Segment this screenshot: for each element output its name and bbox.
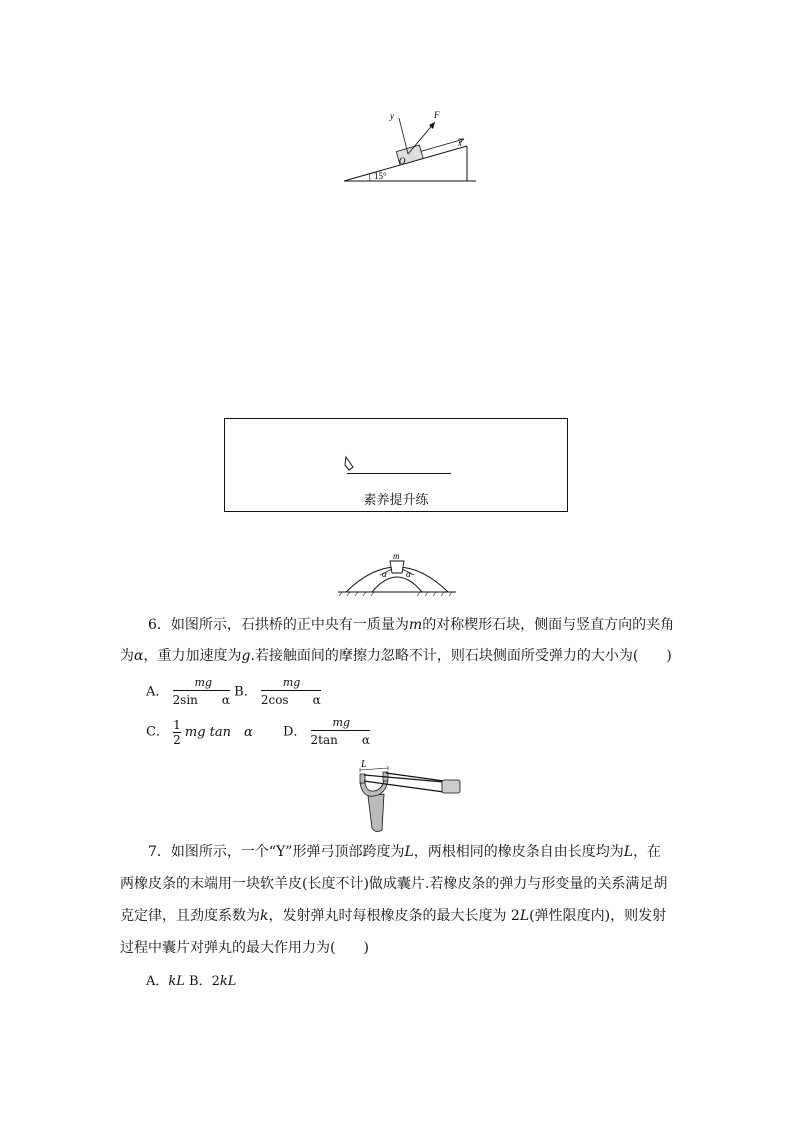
q7-line3	[120, 900, 680, 932]
q6-option-B-label: B．	[234, 684, 257, 700]
incline-figure	[340, 106, 490, 188]
q6-option-C-label: C．	[146, 724, 169, 740]
q7-line2	[120, 868, 680, 900]
q6-option-D-den: 2tan α	[311, 730, 370, 748]
q6-options-row2	[146, 716, 370, 748]
section-banner	[224, 418, 568, 512]
q6-option-B-den: 2cos α	[261, 690, 321, 708]
q6-line2c: .若接触面间的摩擦力忽略不计，则石块侧面所受弹力的大小为( )	[250, 648, 672, 664]
pouch	[442, 780, 460, 793]
q6-line1: 6．如图所示，石拱桥的正中央有一质量为	[148, 617, 409, 633]
q7-option-B-label: B．2	[184, 974, 220, 989]
banner-title: 素养提升练	[363, 493, 429, 508]
label-m: m	[393, 551, 400, 561]
q7-options	[146, 966, 706, 998]
q6-line2a: 为	[120, 648, 134, 664]
q6-option-D-num: mg	[332, 716, 350, 729]
q7-line3c: (弹性限度内)，则发射	[529, 908, 667, 924]
q7-line1	[120, 836, 680, 868]
q6-options-row1	[146, 676, 321, 708]
q6-option-A	[173, 676, 230, 708]
q6-var-alpha: α	[134, 648, 144, 664]
q7-var-k: k	[260, 908, 269, 924]
q6-line2b: ，重力加速度为	[143, 648, 242, 664]
y-axis	[399, 118, 408, 154]
q6-option-B	[261, 676, 321, 708]
q6-option-B-num: mg	[282, 676, 301, 689]
q6-option-D-label: D．	[282, 724, 307, 740]
q6-option-C-num: 1	[173, 717, 181, 732]
label-angle: 15°	[374, 171, 387, 181]
q7-line4	[120, 932, 680, 964]
q6-var-g: g	[241, 648, 251, 664]
q7-option-A-label: A．	[146, 974, 169, 989]
q6-var-m: m	[408, 617, 423, 633]
q6-option-A-label: A．	[146, 684, 169, 700]
q6-option-C-den: 2	[173, 732, 181, 747]
q7-line1a: 7．如图所示，一个“Y”形弹弓顶部跨度为	[148, 844, 405, 860]
q7-line1b: ，两根相同的橡皮条自由长度均为	[413, 844, 624, 860]
q6-line1b: 的对称楔形石块，侧面与竖直方向的夹角	[422, 617, 675, 633]
q6-option-A-num: mg	[194, 676, 213, 689]
q7-line3b: ，发射弹丸时每根橡皮条的最大长度为 2	[268, 908, 520, 924]
inner-arch	[372, 577, 422, 592]
pencil-icon	[343, 455, 357, 473]
q7-var-L1: L	[404, 844, 414, 860]
q6-option-C	[173, 718, 181, 747]
ground-hatch	[339, 592, 452, 596]
arch-bridge-figure	[336, 548, 458, 598]
label-alpha-left: α	[382, 569, 387, 579]
q7-line4-text: 过程中囊片对弹丸的最大作用力为( )	[120, 940, 369, 956]
slingshot-figure	[352, 754, 470, 834]
label-x: x	[458, 138, 462, 148]
q7-var-L2: L	[623, 844, 634, 860]
slingshot-handle	[368, 794, 384, 832]
q6-option-C-rest: mg tan α	[184, 724, 253, 740]
q7-option-B-value: kL	[219, 974, 237, 989]
q7-line3a: 克定律，且劲度系数为	[120, 908, 260, 924]
q6-text	[120, 609, 680, 641]
q7-option-A-value: kL	[168, 974, 185, 989]
q7-var-L3: L	[519, 908, 530, 924]
label-F: F	[434, 110, 440, 120]
label-O: O	[399, 156, 406, 166]
label-alpha-right: α	[406, 569, 411, 579]
wedge-stone	[390, 561, 404, 573]
banner-rule	[347, 473, 451, 474]
q6-text-2	[120, 640, 680, 672]
angle-arc	[369, 174, 370, 181]
q6-option-D	[311, 716, 370, 748]
q7-line2-text: 两橡皮条的末端用一块软羊皮(长度不计)做成囊片.若橡皮条的弹力与形变量的关系满足胡	[120, 876, 668, 892]
q7-line1c: ，在	[633, 844, 662, 860]
label-y: y	[390, 111, 394, 121]
q6-option-A-den: 2sin α	[173, 690, 230, 708]
label-L: L	[361, 759, 367, 770]
